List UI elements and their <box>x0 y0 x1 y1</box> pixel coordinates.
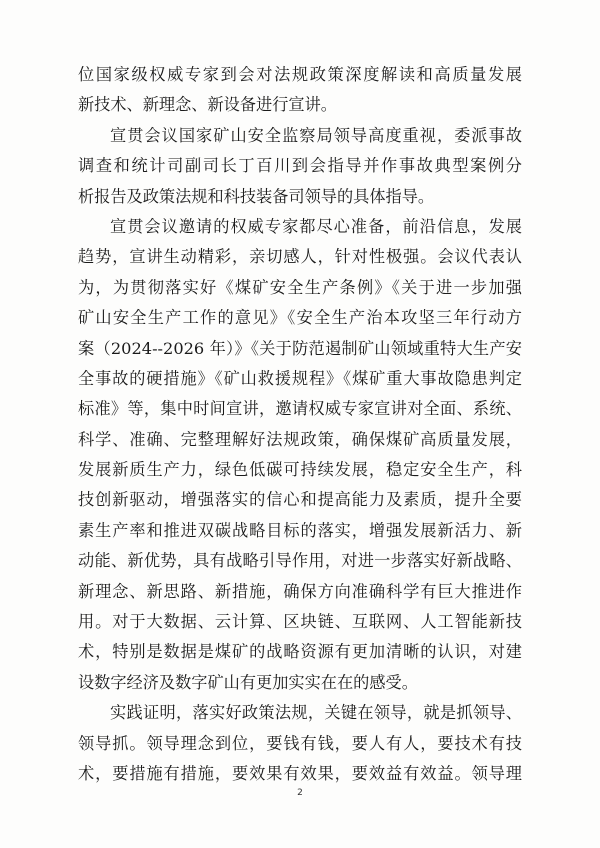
text-line: 发展新质生产力，绿色低碳可持续发展，稳定安全生产，科 <box>78 460 522 480</box>
text-line: 素生产率和推进双碳战略目标的落实，增强发展新活力、新 <box>78 520 522 540</box>
text-line: 设数字经济及数字矿山有更加实实在在的感受。 <box>78 672 418 692</box>
text-line: 术，要措施有措施，要效果有效果，要效益有效益。领导理 <box>78 763 522 783</box>
text-line: 为，为贯彻落实好《煤矿安全生产条例》《关于进一步加强 <box>78 277 522 297</box>
text-line: 标准》等，集中时间宣讲，邀请权威专家宣讲对全面、系统、 <box>78 399 522 419</box>
text-line: 宣贯会议国家矿山安全监察局领导高度重视，委派事故 <box>110 125 522 145</box>
text-line: 趋势，宣讲生动精彩，亲切感人，针对性极强。会议代表认 <box>78 247 522 267</box>
text-line: 术，特别是数据是煤矿的战略资源有更加清晰的认识，对建 <box>78 642 522 662</box>
body-text <box>78 60 522 789</box>
page-number: 2 <box>297 788 303 798</box>
text-line: 案（2024--2026 年）》《关于防范遏制矿山领域重特大生产安 <box>78 338 522 358</box>
text-line: 用。对于大数据、云计算、区块链、互联网、人工智能新技 <box>78 612 522 632</box>
text-line: 技创新驱动，增强落实的信心和提高能力及素质，提升全要 <box>78 490 522 510</box>
text-line: 析报告及政策法规和科技装备司领导的具体指导。 <box>78 186 435 206</box>
text-line: 领导抓。领导理念到位，要钱有钱，要人有人，要技术有技 <box>78 733 522 753</box>
text-line: 宣贯会议邀请的权威专家都尽心准备，前沿信息，发展 <box>110 216 522 236</box>
text-line: 调查和统计司副司长丁百川到会指导并作事故典型案例分 <box>78 156 522 176</box>
text-line: 科学、准确、完整理解好法规政策，确保煤矿高质量发展， <box>78 429 522 449</box>
text-line: 新理念、新思路、新措施，确保方向准确科学有巨大推进作 <box>78 581 522 601</box>
text-line: 新技术、新理念、新设备进行宣讲。 <box>78 95 337 115</box>
text-line: 实践证明，落实好政策法规，关键在领导，就是抓领导、 <box>110 703 522 723</box>
text-line: 全事故的硬措施》《矿山救援规程》《煤矿重大事故隐患判定 <box>78 368 522 388</box>
text-line: 位国家级权威专家到会对法规政策深度解读和高质量发展 <box>78 65 522 84</box>
text-line: 动能、新优势，具有战略引导作用，对进一步落实好新战略、 <box>78 551 522 571</box>
text-line: 矿山安全生产工作的意见》《安全生产治本攻坚三年行动方 <box>78 308 522 328</box>
